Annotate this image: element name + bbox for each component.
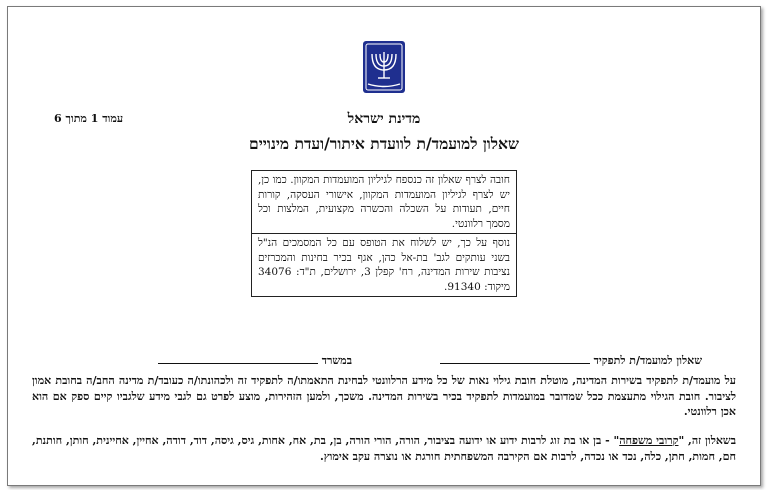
- instructions-box: [251, 170, 517, 297]
- role-label: שאלון למועמד/ת לתפקיד: [593, 354, 702, 367]
- state-name: מדינת ישראל: [347, 111, 421, 127]
- definitions-term: קרובי משפחה: [619, 434, 679, 447]
- menorah-emblem-icon: [362, 40, 406, 94]
- instructions-paragraph-attachments: חובה לצרף שאלון זה כנספח לגיליון המועמדות המקוון. כמו כן, יש לצרף לגיליון המועמדות המקוון, אישורי העסקה, קורות חיים, תעודות על השכלה והכשרה מקצועית, המלצות וכל מסמך רלוונטי.: [258, 174, 510, 230]
- document-page: [7, 6, 761, 486]
- definitions-text: " - בן או בת זוג לרבות ידוע או ידועה בציבור, הורה, הורי הורה, בן, בת, אח, אחות, גיס, גיסה, דוד, דודה, אחיין, אחיינית, חותן, חותנת, חם, חמות, חתן, כלה, נכד או נכדה, לרבות אם הקירבה המשפחתית חורגת או נוצרה עקב אימוץ.: [32, 434, 736, 463]
- role-input-line[interactable]: [440, 353, 590, 364]
- office-input-line[interactable]: [158, 353, 318, 364]
- form-title: שאלון למועמד/ת לוועדת איתור/ועדת מינויים: [249, 134, 519, 153]
- definitions-lead: בשאלון זה, ": [678, 434, 736, 447]
- disclosure-paragraph: על מועמד/ת לתפקיד בשירות המדינה, מוטלת חובת גילוי נאות של כל מידע הרלוונטי לבחינת התאמתו/ה לתפקיד זה ולכהונתו/ה כעובד/ת מדינה החב/ה בחובת אמון לציבור. חובת הגילוי מתעצמת ככל שמדובר במועמדות לתפקיד בכיר בשירות המדינה. משכך, ולמען הזהירות, מוצע לפרט גם לגבי מידע שלגביו קיים ספק אם הוא אכן רלוונטי.: [32, 374, 736, 418]
- instructions-paragraph-mailing: נוסף על כך, יש לשלוח את הטופס עם כל המסמכים הנ"ל בשני עותקים לגב' בת-אל כהן, אגף בכיר בחינות והמכרזים נציבות שירות המדינה, רח' קפלן 3, ירושלים, ת"ד: 34076 מיקוד: 91340.: [252, 233, 516, 296]
- role-field: [440, 353, 702, 367]
- office-field: [158, 353, 352, 367]
- office-label: במשרד: [321, 354, 352, 367]
- page-number: עמוד 1 מתוך 6: [54, 112, 124, 125]
- definitions-paragraph: [32, 433, 736, 464]
